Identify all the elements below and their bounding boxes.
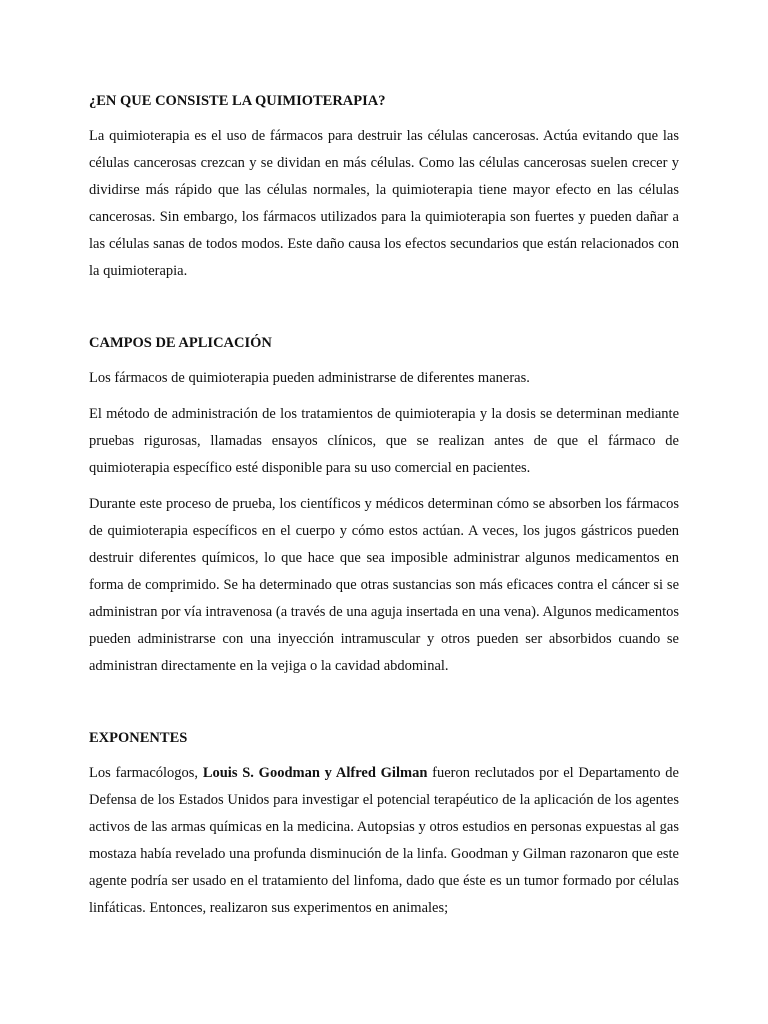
section-spacer xyxy=(89,680,679,728)
section-title-exponentes: EXPONENTES xyxy=(89,730,188,746)
section-title-quimioterapia: ¿EN QUE CONSISTE LA QUIMIOTERAPIA? xyxy=(89,93,386,109)
document-page xyxy=(89,91,679,922)
paragraph-clinical-trials: El método de administración de los tratamientos de quimioterapia y la dosis se determinan mediante pruebas rigurosas, llamadas ensayos clínicos, que se realizan antes de que el fármaco de quimioterapia específico esté disponible para su uso comercial en pacientes. xyxy=(89,406,679,476)
bold-names: Louis S. Goodman y Alfred Gilman xyxy=(202,765,428,781)
text-run: Los farmacólogos, xyxy=(89,765,203,781)
paragraph-administration-intro: Los fármacos de quimioterapia pueden administrarse de diferentes maneras. xyxy=(89,370,530,386)
paragraph-absorption: Durante este proceso de prueba, los científicos y médicos determinan cómo se absorben los fármacos de quimioterapia específicos en el cuerpo y cómo estos actúan. A veces, los jugos gástricos pueden destruir diferentes químicos, lo que hace que sea imposible administrar algunos medicamentos en forma de comprimido. Se ha determinado que otras sustancias son más eficaces contra el cáncer si se administran por vía intravenosa (a través de una aguja insertada en una vena). Algunos medicamentos pueden administrarse con una inyección intramuscular y otros pueden ser absorbidos cuando se administran directamente en la vejiga o la cavidad abdominal. xyxy=(89,496,679,674)
paragraph-definition: La quimioterapia es el uso de fármacos para destruir las células cancerosas. Actúa evitando que las células cancerosas crezcan y se dividan en más células. Como las células cancerosas suelen crecer y dividirse más rápido que las células normales, la quimioterapia tiene mayor efecto en las células cancerosas. Sin embargo, los fármacos utilizados para la quimioterapia son fuertes y pueden dañar a las células sanas de todos modos. Este daño causa los efectos secundarios que están relacionados con la quimioterapia. xyxy=(89,128,679,279)
paragraph-goodman-gilman xyxy=(89,760,679,922)
section-title-campos: CAMPOS DE APLICACIÓN xyxy=(89,335,272,351)
section-spacer xyxy=(89,285,679,333)
text-run: fueron reclutados por el Departamento de Defensa de los Estados Unidos para investigar el potencial terapéutico de la aplicación de los agentes activos de las armas químicas en la medicina. Autopsias y otros estudios en personas expuestas al gas mostaza había revelado una profunda disminución de la linfa. Goodman y Gilman razonaron que este agente podría ser usado en el tratamiento del linfoma, dado que éste es un tumor formado por células linfáticas. Entonces, realizaron sus experimentos en animales; xyxy=(89,765,679,916)
